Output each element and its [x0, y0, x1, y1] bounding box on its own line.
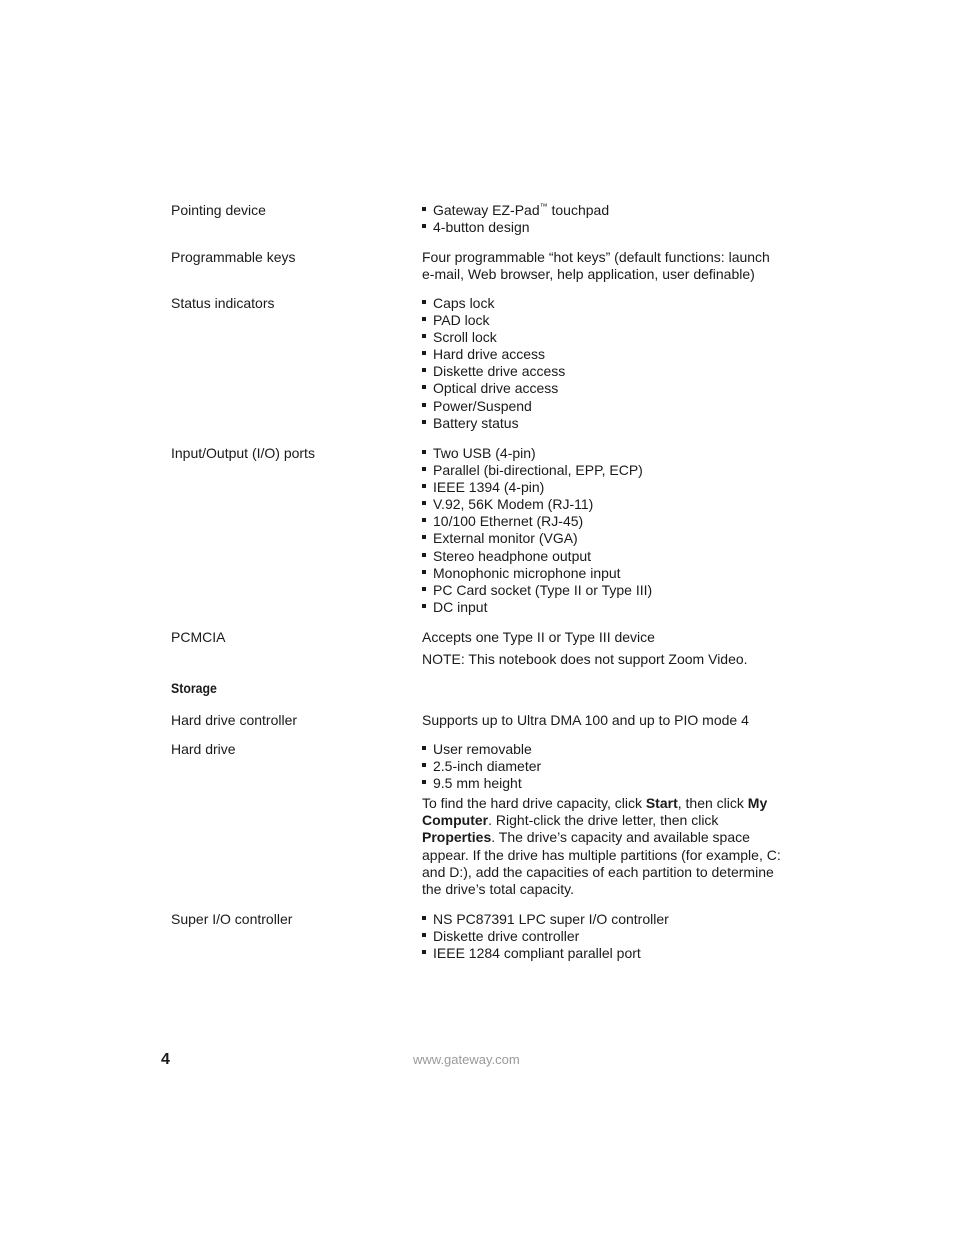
spec-label: Hard drive controller: [171, 712, 298, 728]
bullet-icon: [422, 604, 426, 608]
spec-value: [422, 741, 781, 898]
bullet-icon: [422, 351, 426, 355]
list-item: User removable: [422, 741, 781, 758]
list-item: Gateway EZ-Pad™ touchpad: [422, 202, 781, 219]
spec-label: PCMCIA: [171, 629, 226, 645]
bullet-icon: [422, 467, 426, 471]
trademark-symbol: ™: [539, 202, 548, 211]
bullet-list: [422, 911, 781, 962]
bullet-icon: [422, 763, 426, 767]
bullet-icon: [422, 207, 426, 211]
bullet-icon: [422, 334, 426, 338]
list-item: 2.5-inch diameter: [422, 758, 781, 775]
list-item: Power/Suspend: [422, 398, 781, 415]
bullet-list: [422, 445, 781, 616]
list-item: V.92, 56K Modem (RJ-11): [422, 496, 781, 513]
note-text: NOTE: This notebook does not support Zoom Video.: [422, 651, 748, 668]
bullet-icon: [422, 420, 426, 424]
list-item: Scroll lock: [422, 329, 781, 346]
list-item: Parallel (bi-directional, EPP, ECP): [422, 462, 781, 479]
section-heading-storage: Storage: [171, 680, 217, 696]
bullet-icon: [422, 317, 426, 321]
bullet-icon: [422, 300, 426, 304]
list-item: Hard drive access: [422, 346, 781, 363]
bullet-icon: [422, 501, 426, 505]
spec-label: Hard drive: [171, 741, 236, 757]
list-item: Stereo headphone output: [422, 548, 781, 565]
spec-value: [422, 445, 781, 616]
ui-term-start: Start: [645, 795, 678, 812]
page-number: 4: [161, 1051, 170, 1068]
list-item: NS PC87391 LPC super I/O controller: [422, 911, 781, 928]
spec-value: [422, 202, 781, 236]
list-item: IEEE 1394 (4-pin): [422, 479, 781, 496]
bullet-icon: [422, 403, 426, 407]
bullet-icon: [422, 950, 426, 954]
list-item: 4-button design: [422, 219, 781, 236]
list-item: PC Card socket (Type II or Type III): [422, 582, 781, 599]
bullet-icon: [422, 518, 426, 522]
list-item: Diskette drive access: [422, 363, 781, 380]
bullet-icon: [422, 385, 426, 389]
list-item: Diskette drive controller: [422, 928, 781, 945]
bullet-icon: [422, 450, 426, 454]
list-item: 9.5 mm height: [422, 775, 781, 792]
list-item: Two USB (4-pin): [422, 445, 781, 462]
spec-label: Programmable keys: [171, 249, 296, 265]
bullet-icon: [422, 916, 426, 920]
bullet-list: [422, 741, 781, 792]
list-item: IEEE 1284 compliant parallel port: [422, 945, 781, 962]
bullet-icon: [422, 780, 426, 784]
list-item: Battery status: [422, 415, 781, 432]
bullet-icon: [422, 933, 426, 937]
list-item: PAD lock: [422, 312, 781, 329]
bullet-list: [422, 202, 781, 236]
ui-term-properties: Properties: [422, 829, 492, 846]
spec-label: Super I/O controller: [171, 911, 293, 927]
list-item: Monophonic microphone input: [422, 565, 781, 582]
spec-label: Input/Output (I/O) ports: [171, 445, 315, 461]
footer-url: www.gateway.com: [413, 1052, 520, 1067]
instruction-paragraph: To find the hard drive capacity, click Start, then click My Computer. Right-click the drive letter, then click Properties. The drive’s capacity and available space appear. If the drive has multiple partitions (for example, C: and D:), add the capacities of each partition to determine the drive’s total capacity.: [422, 795, 781, 897]
list-item: Optical drive access: [422, 380, 781, 397]
list-item: DC input: [422, 599, 781, 616]
bullet-icon: [422, 224, 426, 228]
spec-value: Four programmable “hot keys” (default functions: launch e-mail, Web browser, help application, user definable): [422, 249, 770, 283]
bullet-icon: [422, 587, 426, 591]
spec-value: [422, 295, 781, 432]
ui-term-my-computer: My Computer: [422, 795, 768, 829]
spec-value: Accepts one Type II or Type III device NOTE: This notebook does not support Zoom Video.: [422, 629, 781, 668]
bullet-icon: [422, 553, 426, 557]
spec-value: Supports up to Ultra DMA 100 and up to PIO mode 4: [422, 712, 749, 728]
bullet-icon: [422, 368, 426, 372]
list-item: 10/100 Ethernet (RJ-45): [422, 513, 781, 530]
list-item: Caps lock: [422, 295, 781, 312]
bullet-list: [422, 295, 781, 432]
bullet-icon: [422, 484, 426, 488]
bullet-icon: [422, 535, 426, 539]
spec-label: Pointing device: [171, 202, 266, 218]
bullet-icon: [422, 570, 426, 574]
spec-label: Status indicators: [171, 295, 275, 311]
list-item: External monitor (VGA): [422, 530, 781, 547]
bullet-icon: [422, 746, 426, 750]
spec-value: [422, 911, 781, 962]
